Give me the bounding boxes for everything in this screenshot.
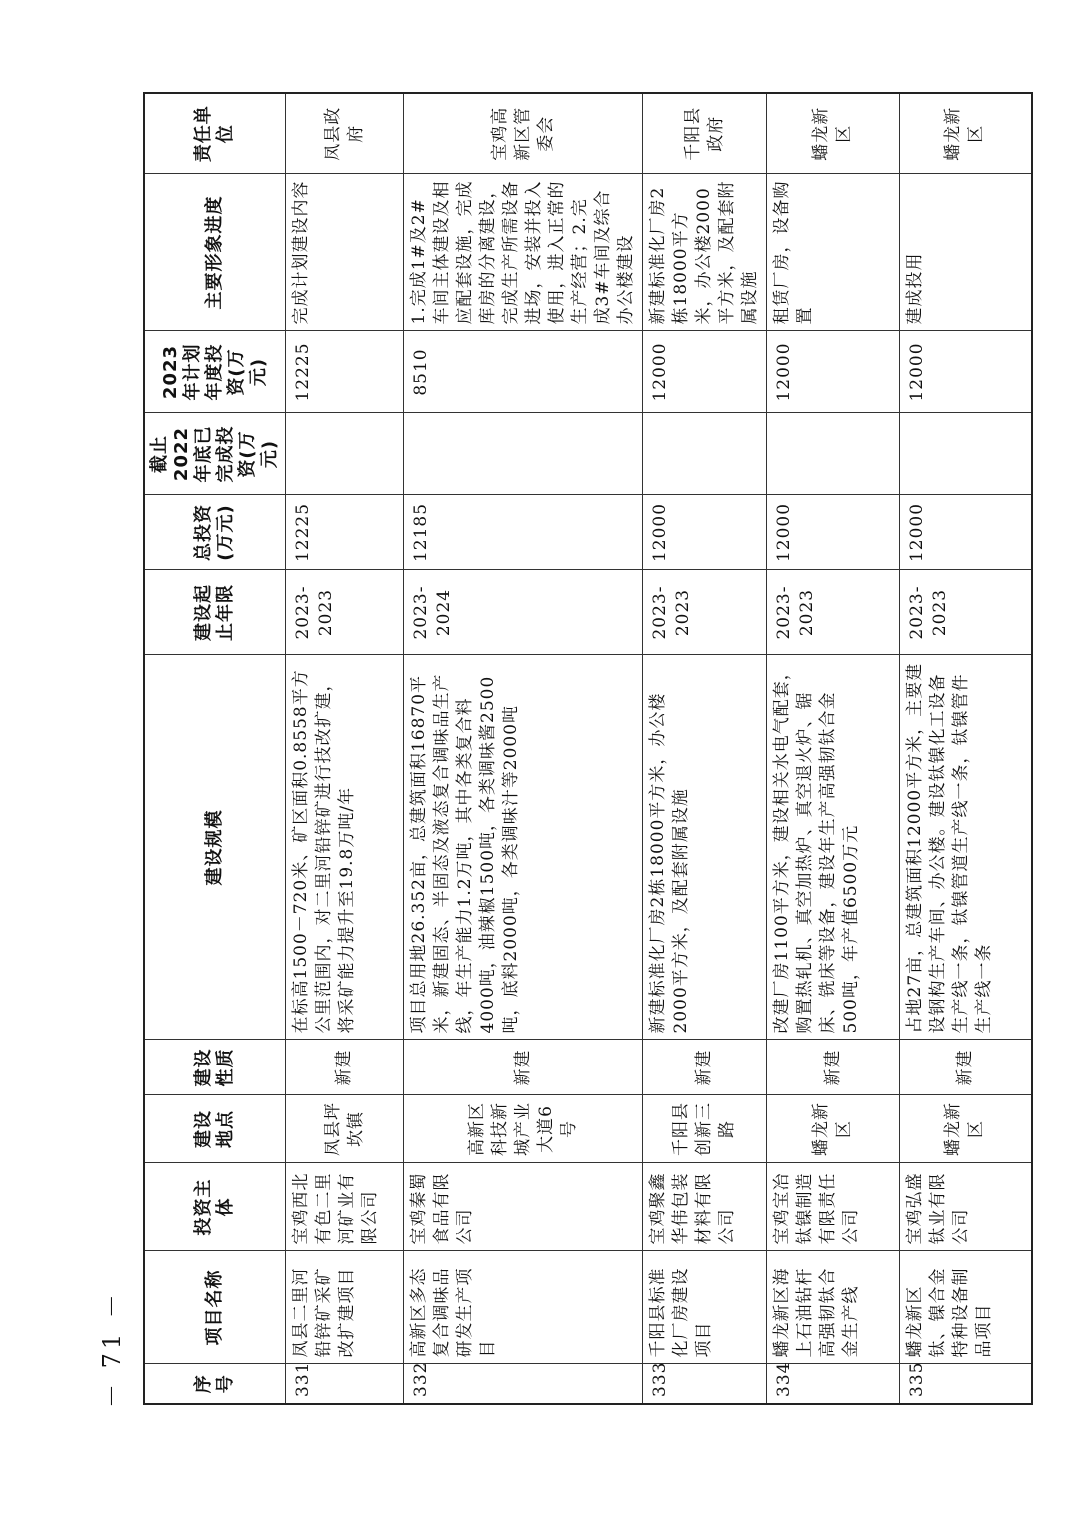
cell-name: 千阳县标准化厂房建设项目 <box>643 1251 767 1364</box>
cell-period: 2023-2023 <box>900 570 1032 655</box>
cell-plan: 12000 <box>767 331 900 413</box>
header-total: 总投资(万元) <box>144 495 286 570</box>
cell-plan: 12000 <box>643 331 767 413</box>
header-unit: 责任单位 <box>144 93 286 174</box>
cell-nature: 新建 <box>404 1040 643 1095</box>
cell-location: 高新区科技新城产业大道6号 <box>404 1095 643 1163</box>
cell-scale: 项目总用地26.352亩，总建筑面积16870平米，新建固态、半固态及液态复合调味品生产线，年生产能力1.2万吨，其中各类复合料4000吨，油辣椒1500吨，各类调味酱2500吨，底料2000吨，各类调味汁等2000吨 <box>404 655 643 1040</box>
cell-period: 2023-2023 <box>767 570 900 655</box>
header-location: 建设地点 <box>144 1095 286 1163</box>
page-number: － 71 － <box>98 1290 126 1408</box>
cell-unit: 蟠龙新区 <box>767 93 900 174</box>
rotated-table-page <box>143 105 994 1405</box>
cell-progress: 新建标准化厂房2栋18000平方米，办公楼2000平方米，及配套附属设施 <box>643 174 767 331</box>
cell-owner: 宝鸡宝冶钛镍制造有限责任公司 <box>767 1163 900 1251</box>
cell-owner: 宝鸡西北有色二里河矿业有限公司 <box>286 1163 404 1251</box>
cell-unit: 宝鸡高新区管委会 <box>404 93 643 174</box>
header-name: 项目名称 <box>144 1251 286 1364</box>
cell-nature: 新建 <box>900 1040 1032 1095</box>
cell-scale: 新建标准化厂房2栋18000平方米，办公楼2000平方米，及配套附属设施 <box>643 655 767 1040</box>
cell-owner: 宝鸡聚鑫华伟包装材料有限公司 <box>643 1163 767 1251</box>
cell-total: 12000 <box>643 495 767 570</box>
cell-progress: 租赁厂房，设备购置 <box>767 174 900 331</box>
header-seq: 序号 <box>144 1364 286 1404</box>
header-progress: 主要形象进度 <box>144 174 286 331</box>
cell-plan: 12225 <box>286 331 404 413</box>
table-row <box>643 93 767 1404</box>
cell-total: 12000 <box>767 495 900 570</box>
cell-nature: 新建 <box>643 1040 767 1095</box>
cell-scale: 在标高1500－720米、矿区面积0.8558平方公里范围内，对二里河铅锌矿进行技改扩建，将采矿能力提升至19.8万吨/年 <box>286 655 404 1040</box>
cell-done <box>643 413 767 495</box>
cell-unit: 千阳县政府 <box>643 93 767 174</box>
cell-period: 2023-2024 <box>404 570 643 655</box>
cell-scale: 改建厂房1100平方米，建设相关水电气配套，购置热轧机、真空加热炉、真空退火炉、锯床、铣床等设备，建设年生产高强韧钛合金500吨，年产值6500万元 <box>767 655 900 1040</box>
cell-owner: 宝鸡秦蜀食品有限公司 <box>404 1163 643 1251</box>
cell-seq: 335 <box>900 1364 1032 1404</box>
table-row <box>286 93 404 1404</box>
header-nature: 建设性质 <box>144 1040 286 1095</box>
cell-done <box>286 413 404 495</box>
header-plan: 2023年计划年度投资(万元) <box>144 331 286 413</box>
header-owner: 投资主体 <box>144 1163 286 1251</box>
cell-location: 凤县坪坎镇 <box>286 1095 404 1163</box>
page-number-container <box>92 1290 132 1408</box>
table-header-row <box>144 93 286 1404</box>
header-done: 截止2022年底已完成投资(万元) <box>144 413 286 495</box>
cell-period: 2023-2023 <box>286 570 404 655</box>
cell-seq: 334 <box>767 1364 900 1404</box>
cell-name: 蟠龙新区钛、镍合金特种设备制品项目 <box>900 1251 1032 1364</box>
cell-total: 12225 <box>286 495 404 570</box>
cell-seq: 332 <box>404 1364 643 1404</box>
cell-plan: 8510 <box>404 331 643 413</box>
cell-scale: 占地27亩，总建筑面积12000平方米，主要建设钢构生产车间、办公楼。建设钛镍化工设备生产线一条，钛镍管道生产线一条，钛镍管件生产线一条 <box>900 655 1032 1040</box>
cell-unit: 凤县政府 <box>286 93 404 174</box>
cell-progress: 建成投用 <box>900 174 1032 331</box>
cell-progress: 完成计划建设内容 <box>286 174 404 331</box>
cell-done <box>404 413 643 495</box>
cell-progress: 1.完成1#及2#车间主体建设及相应配套设施，完成库房的分离建设，完成生产所需设备进场，安装并投入使用，进入正常的生产经营；2.完成3#车间及综合办公楼建设 <box>404 174 643 331</box>
cell-done <box>767 413 900 495</box>
cell-period: 2023-2023 <box>643 570 767 655</box>
table-row <box>404 93 643 1404</box>
cell-total: 12185 <box>404 495 643 570</box>
cell-location: 蟠龙新区 <box>900 1095 1032 1163</box>
cell-location: 蟠龙新区 <box>767 1095 900 1163</box>
cell-nature: 新建 <box>767 1040 900 1095</box>
project-table <box>143 92 1033 1405</box>
header-scale: 建设规模 <box>144 655 286 1040</box>
cell-name: 凤县二里河铅锌矿采矿改扩建项目 <box>286 1251 404 1364</box>
cell-location: 千阳县创新三路 <box>643 1095 767 1163</box>
cell-name: 高新区多态复合调味品研发生产项目 <box>404 1251 643 1364</box>
cell-owner: 宝鸡弘盛钛业有限公司 <box>900 1163 1032 1251</box>
cell-unit: 蟠龙新区 <box>900 93 1032 174</box>
header-period: 建设起止年限 <box>144 570 286 655</box>
cell-seq: 331 <box>286 1364 404 1404</box>
cell-nature: 新建 <box>286 1040 404 1095</box>
cell-total: 12000 <box>900 495 1032 570</box>
table-row <box>900 93 1032 1404</box>
table-row <box>767 93 900 1404</box>
cell-plan: 12000 <box>900 331 1032 413</box>
cell-done <box>900 413 1032 495</box>
cell-name: 蟠龙新区海上石油钻杆高强韧钛合金生产线 <box>767 1251 900 1364</box>
cell-seq: 333 <box>643 1364 767 1404</box>
